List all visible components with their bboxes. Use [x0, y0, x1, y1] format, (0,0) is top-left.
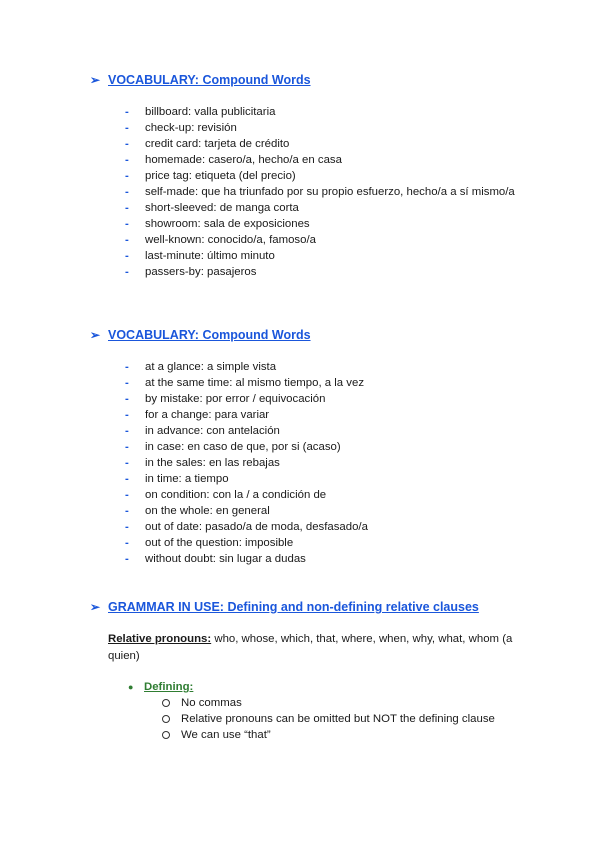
dash-icon: -	[125, 234, 129, 246]
dash-icon: -	[125, 457, 129, 469]
list-item	[125, 359, 530, 375]
list-item	[125, 535, 530, 551]
list-item	[125, 136, 530, 152]
list-item	[125, 519, 530, 535]
list-item-text: billboard: valla publicitaria	[145, 106, 276, 118]
heading-text: GRAMMAR IN USE: Defining and non-defining relative clauses	[108, 600, 479, 614]
list-item	[125, 455, 530, 471]
list-item-text: credit card: tarjeta de crédito	[145, 138, 290, 150]
section-heading	[90, 72, 311, 88]
list-item	[125, 407, 530, 423]
dash-icon: -	[125, 409, 129, 421]
dash-icon: -	[125, 122, 129, 134]
dash-icon: -	[125, 106, 129, 118]
list-item	[125, 264, 530, 280]
list-item	[125, 391, 530, 407]
heading-text: VOCABULARY: Compound Words	[108, 328, 311, 342]
list-item	[125, 375, 530, 391]
list-item-text: short-sleeved: de manga corta	[145, 202, 299, 214]
list-item	[125, 232, 530, 248]
green-dot-icon: ●	[128, 682, 134, 692]
list-item-text: by mistake: por error / equivocación	[145, 393, 326, 405]
defining-rules-list	[162, 695, 495, 743]
list-item-text: in advance: con antelación	[145, 425, 280, 437]
list-item-text: No commas	[181, 697, 242, 709]
list-item-text: at a glance: a simple vista	[145, 361, 277, 373]
list-item-text: in time: a tiempo	[145, 473, 229, 485]
dash-icon: -	[125, 473, 129, 485]
dash-icon: -	[125, 537, 129, 549]
relative-pronouns-text: who, whose, which, that, where, when, why, what, whom (a quien)	[108, 633, 513, 662]
list-item	[162, 695, 495, 711]
arrow-icon: ➢	[90, 600, 101, 614]
list-item-text: Relative pronouns can be omitted but NOT the defining clause	[181, 713, 495, 725]
list-item-text: without doubt: sin lugar a dudas	[145, 553, 306, 565]
dash-icon: -	[125, 186, 129, 198]
circle-icon	[162, 699, 170, 707]
list-item-text: passers-by: pasajeros	[145, 266, 257, 278]
list-item	[125, 200, 530, 216]
dash-icon: -	[125, 138, 129, 150]
list-item	[125, 551, 530, 567]
dash-icon: -	[125, 170, 129, 182]
vocabulary-list	[125, 104, 530, 280]
list-item	[125, 487, 530, 503]
list-item-text: self-made: que ha triunfado por su propio esfuerzo, hecho/a a sí mismo/a	[145, 186, 515, 198]
heading-text: VOCABULARY: Compound Words	[108, 73, 311, 87]
list-item-text: We can use “that”	[181, 729, 271, 741]
list-item-text: out of the question: imposible	[145, 537, 294, 549]
dash-icon: -	[125, 521, 129, 533]
dash-icon: -	[125, 266, 129, 278]
dash-icon: -	[125, 553, 129, 565]
dash-icon: -	[125, 202, 129, 214]
circle-icon	[162, 715, 170, 723]
dash-icon: -	[125, 489, 129, 501]
list-item	[125, 423, 530, 439]
list-item	[125, 184, 530, 200]
list-item	[162, 727, 495, 743]
list-item-text: on condition: con la / a condición de	[145, 489, 327, 501]
section-heading	[90, 327, 311, 343]
list-item-text: well-known: conocido/a, famoso/a	[145, 234, 316, 246]
list-item	[125, 248, 530, 264]
dash-icon: -	[125, 441, 129, 453]
list-item-text: out of date: pasado/a de moda, desfasado/a	[145, 521, 368, 533]
dash-icon: -	[125, 425, 129, 437]
list-item-text: showroom: sala de exposiciones	[145, 218, 310, 230]
list-item	[125, 439, 530, 455]
list-item	[125, 168, 530, 184]
list-item	[125, 503, 530, 519]
dash-icon: -	[125, 250, 129, 262]
list-item-text: for a change: para variar	[145, 409, 270, 421]
dash-icon: -	[125, 377, 129, 389]
list-item	[125, 471, 530, 487]
relative-pronouns-paragraph	[108, 631, 528, 665]
list-item-text: in case: en caso de que, por si (acaso)	[145, 441, 341, 453]
dash-icon: -	[125, 154, 129, 166]
dash-icon: -	[125, 218, 129, 230]
defining-item	[128, 679, 193, 695]
list-item-text: on the whole: en general	[145, 505, 270, 517]
list-item-text: check-up: revisión	[145, 122, 237, 134]
list-item-text: price tag: etiqueta (del precio)	[145, 170, 296, 182]
arrow-icon: ➢	[90, 328, 101, 342]
list-item-text: last-minute: último minuto	[145, 250, 275, 262]
dash-icon: -	[125, 393, 129, 405]
list-item	[125, 120, 530, 136]
grammar-heading	[90, 599, 479, 615]
list-item	[125, 104, 530, 120]
defining-label: Defining:	[144, 681, 194, 693]
dash-icon: -	[125, 505, 129, 517]
list-item-text: at the same time: al mismo tiempo, a la vez	[145, 377, 365, 389]
list-item	[125, 152, 530, 168]
list-item	[125, 216, 530, 232]
list-item-text: in the sales: en las rebajas	[145, 457, 280, 469]
list-item-text: homemade: casero/a, hecho/a en casa	[145, 154, 342, 166]
vocabulary-list	[125, 359, 530, 567]
dash-icon: -	[125, 361, 129, 373]
arrow-icon: ➢	[90, 73, 101, 87]
relative-pronouns-label: Relative pronouns:	[108, 633, 212, 645]
list-item	[162, 711, 495, 727]
circle-icon	[162, 731, 170, 739]
